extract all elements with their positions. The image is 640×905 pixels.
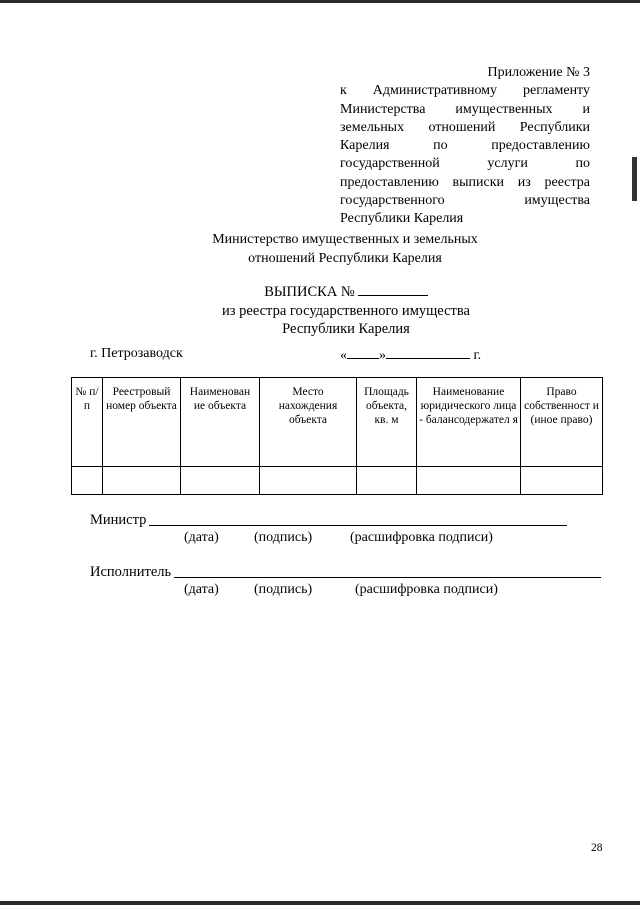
ministry-line-1: Министерство имущественных и земельных <box>212 232 478 247</box>
scan-bottom-edge <box>0 901 640 905</box>
ministry-line-2: отношений Республики Карелия <box>248 250 442 266</box>
table-cell[interactable] <box>103 467 181 495</box>
appendix-line: государственного имущества <box>340 193 590 209</box>
appendix-header <box>340 64 590 229</box>
minister-signature-line[interactable] <box>149 525 567 526</box>
appendix-line: Карелия по предоставлению <box>340 138 590 154</box>
appendix-line: государственной услуги по <box>340 156 590 172</box>
year-suffix: г. <box>473 348 482 363</box>
appendix-line: Республики Карелия <box>340 211 464 227</box>
scan-side-mark <box>632 157 637 201</box>
document-title <box>200 282 492 339</box>
date-caption: (дата) <box>184 530 219 545</box>
minister-label: Министр <box>90 512 147 528</box>
quote-open: « <box>340 348 347 363</box>
table-cell[interactable] <box>72 467 103 495</box>
table-cell[interactable] <box>357 467 417 495</box>
header-cell: Площадь объекта, кв. м <box>357 378 417 467</box>
number-blank <box>358 282 428 296</box>
title-text: ВЫПИСКА № <box>264 284 355 300</box>
date-caption: (дата) <box>184 582 219 597</box>
subtitle-line-1: из реестра государственного имущества <box>222 302 470 319</box>
appendix-title: Приложение № 3 <box>487 65 590 80</box>
header-cell: Право собственност и (иное право) <box>521 378 603 467</box>
header-cell: Реестровый номер объекта <box>103 378 181 467</box>
table-row <box>72 467 603 495</box>
registry-table <box>71 377 603 495</box>
appendix-line: земельных отношений Республики <box>340 119 590 135</box>
header-cell: Наименован ие объекта <box>181 378 260 467</box>
month-blank <box>386 346 470 359</box>
decode-caption: (расшифровка подписи) <box>355 582 498 597</box>
ministry-name <box>170 231 520 268</box>
city-name: г. Петрозаводск <box>90 346 183 361</box>
quote-close: » <box>379 348 386 363</box>
executor-signature-line[interactable] <box>174 577 601 578</box>
executor-label: Исполнитель <box>90 564 172 580</box>
day-blank <box>347 346 379 359</box>
table-cell[interactable] <box>260 467 357 495</box>
decode-caption: (расшифровка подписи) <box>350 530 493 545</box>
date-field <box>340 346 481 364</box>
subtitle-line-2: Республики Карелия <box>282 321 410 337</box>
page-number: 28 <box>591 842 603 854</box>
appendix-line: к Административному регламенту <box>340 83 590 99</box>
header-cell: Место нахождения объекта <box>260 378 357 467</box>
header-cell: № п/п <box>72 378 103 467</box>
table-cell[interactable] <box>417 467 521 495</box>
table-cell[interactable] <box>181 467 260 495</box>
table-header-row <box>72 378 603 467</box>
appendix-line: Министерства имущественных и <box>340 101 590 117</box>
appendix-line: предоставлению выписки из реестра <box>340 174 590 190</box>
scan-top-edge <box>0 0 640 3</box>
table-cell[interactable] <box>521 467 603 495</box>
signature-caption: (подпись) <box>254 530 313 545</box>
signature-caption: (подпись) <box>254 582 313 597</box>
header-cell: Наименование юридического лица - балансодержател я <box>417 378 521 467</box>
